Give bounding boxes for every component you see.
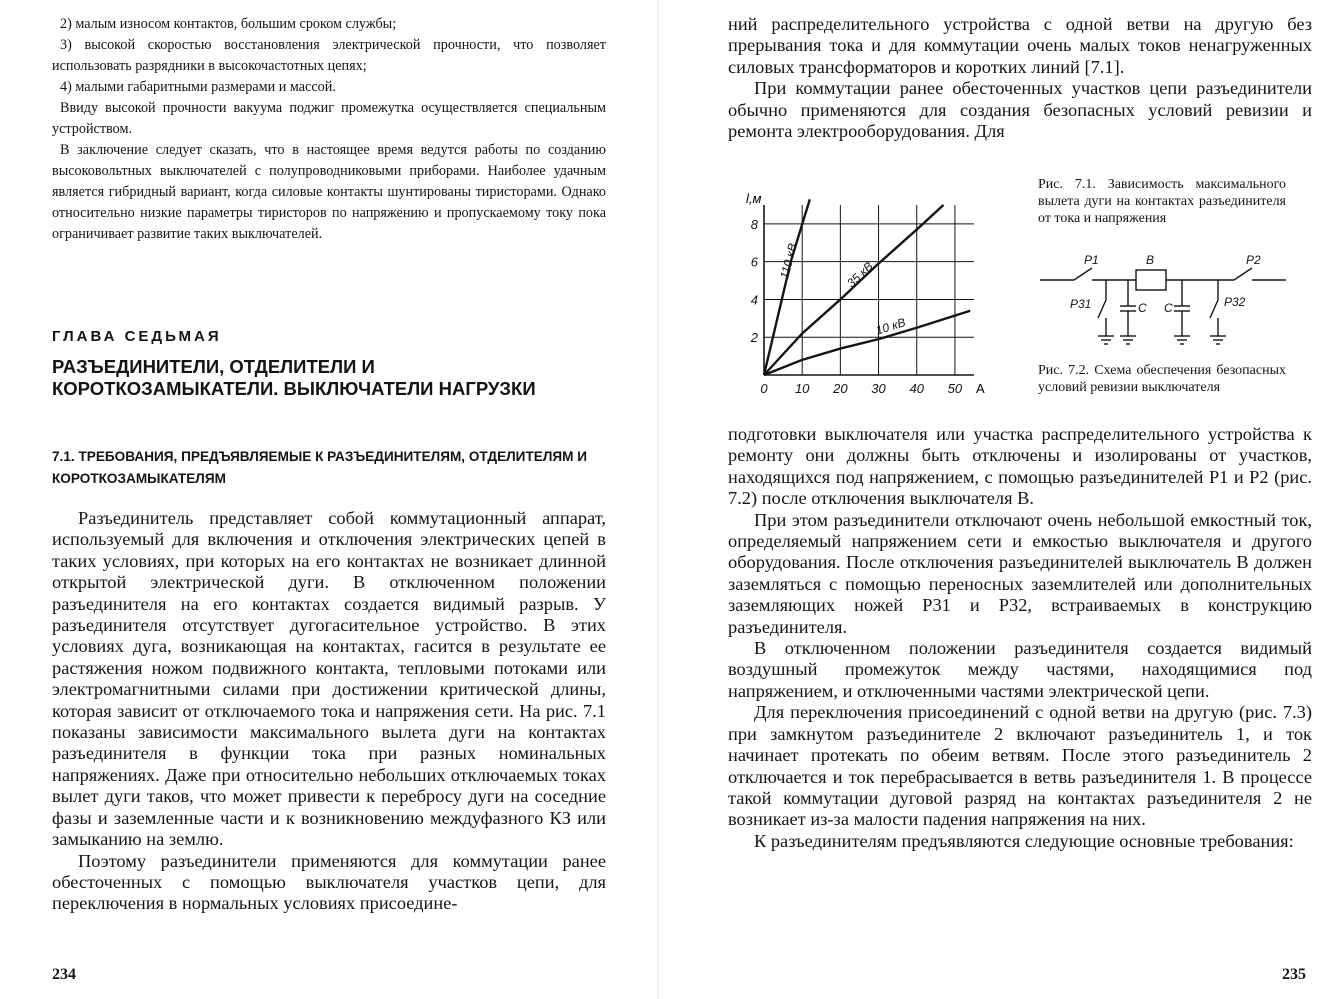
c1-label: C [1138, 301, 1147, 315]
y-axis-label: l,м [746, 191, 762, 206]
page-number: 235 [1282, 966, 1306, 983]
chart-series [764, 199, 970, 375]
paragraph: При коммутации ранее обесточенных участков цепи разъединители обычно применяются для создания безопасных условий ревизии и ремонта электрооборудования. Для [728, 78, 1312, 142]
p2-label: P2 [1246, 253, 1261, 267]
c2-label: C [1164, 301, 1173, 315]
list-item: 2) малым износом контактов, большим сроком службы; [60, 16, 397, 32]
p1-label: P1 [1084, 253, 1099, 267]
x-axis-label: A [976, 381, 985, 396]
page-number: 234 [52, 966, 76, 983]
safety-circuit-diagram [1036, 248, 1296, 358]
page-gutter [657, 0, 659, 999]
y-tick-label: 2 [750, 330, 758, 346]
paragraph: Разъединитель представляет собой коммутационный аппарат, используемый для включения и отключения электрических цепей в таких условиях, при которых на его контактах не возникает длинной открытой электрической дуги. В отключенном положении разъединителя на его контактах создается видимый разрыв. У разъединителя отсутствует дугогасительное устройство. В этих условиях дуга, возникающая на контактах, гасится в результате ее растяжения ножом подвижного контакта, тепловыми потоками или электромагнитными силами при достижении критической длины, которая зависит от отключаемого тока и напряжения сети. На рис. 7.1 показаны зависимости максимального вылета дуги на контактах разъединителя в функции тока при разных номинальных напряжениях. Даже при относительно небольших отключаемых токах вылет дуги таков, что может привести к перебросу дуги на соседние фазы и заземленные части и к возникновению междуфазного КЗ или замыканию на землю. [52, 508, 606, 850]
b-label: B [1146, 253, 1155, 267]
x-tick-label: 40 [909, 381, 924, 396]
chart-axes [764, 205, 974, 375]
right-top-text [728, 14, 1312, 142]
y-tick-label: 8 [750, 216, 758, 232]
x-tick-label: 30 [871, 381, 886, 396]
paragraph: В отключенном положении разъединителя создается видимый воздушный промежуток между частями, находящимися под напряжением, и отключенными частями электрической цепи. [728, 638, 1312, 701]
x-tick-label: 10 [794, 381, 810, 396]
series-label: 10 кВ [874, 315, 908, 338]
x-tick-label: 20 [833, 381, 848, 396]
p32-label: P32 [1224, 295, 1246, 309]
y-tick-label: 6 [750, 254, 758, 270]
paragraph: ний распределительного устройства с одной ветви на другую без прерывания тока и для коммутации очень малых токов ненагруженных силовых трансформаторов и коротких линий [7.1]. [728, 14, 1312, 77]
right-page [664, 0, 1328, 999]
left-body-text [52, 508, 606, 915]
paragraph: Поэтому разъединители применяются для коммутации ранее обесточенных с помощью выключателя участков цепи, для переключения в нормальных условиях присоедине- [52, 850, 606, 914]
chart-grid [764, 205, 974, 375]
figure-7-1-caption: Рис. 7.1. Зависимость максимального вылета дуги на контактах разъединителя от тока и напряжения [1038, 177, 1286, 226]
series-label: 35 кВ [844, 259, 876, 291]
paragraph: При этом разъединители отключают очень небольшой емкостный ток, определяемый напряжением сети и емкостью выключателя и другого оборудования. После отключения разъединителей выключатель B должен заземляться с помощью переносных заземлителей или дополнительных заземляющих ножей P31 и P32, встраиваемых в конструкцию разъединителя. [728, 509, 1312, 637]
paragraph: В заключение следует сказать, что в настоящее время ведутся работы по созданию высоковольтных выключателей с полупроводниковыми приборами. Наиболее удачным является гибридный вариант, когда силовые контакты шунтированы тиристорами. Однако относительно низкие параметры тиристоров по напряжению и пропускаемому току пока ограничивает развитие таких выключателей. [52, 142, 606, 242]
left-top-text [52, 14, 606, 245]
right-body-text [728, 424, 1312, 852]
x-tick-label: 50 [947, 381, 963, 396]
section-title: 7.1. ТРЕБОВАНИЯ, ПРЕДЪЯВЛЯЕМЫЕ К РАЗЪЕДИНИТЕЛЯМ, ОТДЕЛИТЕЛЯМ И КОРОТКОЗАМЫКАТЕЛЯМ [52, 449, 588, 486]
chapter-label: ГЛАВА СЕДЬМАЯ [52, 328, 222, 345]
paragraph: Ввиду высокой прочности вакуума поджиг промежутка осуществляется специальным устройством. [52, 100, 606, 137]
x-tick-label: 0 [760, 381, 768, 396]
paragraph: К разъединителям предъявляются следующие основные требования: [754, 830, 1294, 851]
figure-7-2-caption: Рис. 7.2. Схема обеспечения безопасных условий ревизии выключателя [1038, 363, 1286, 395]
list-item: 3) высокой скоростью восстановления электрической прочности, что позволяет использовать разрядники в высокочастотных цепях; [52, 37, 606, 74]
chapter-title: РАЗЪЕДИНИТЕЛИ, ОТДЕЛИТЕЛИ И КОРОТКОЗАМЫКАТЕЛИ. ВЫКЛЮЧАТЕЛИ НАГРУЗКИ [52, 356, 536, 399]
p31-label: P31 [1070, 297, 1092, 311]
list-item: 4) малыми габаритными размерами и массой. [60, 79, 336, 95]
paragraph: подготовки выключателя или участка распределительного устройства к ремонту они должны быть отключены и изолированы от участков, находящихся под напряжением, с помощью разъединителей P1 и P2 (рис. 7.2) после отключения выключателя B. [728, 424, 1312, 509]
series-label: 110 кВ [777, 241, 800, 281]
arc-length-chart [744, 190, 1004, 405]
y-tick-label: 4 [750, 292, 758, 308]
paragraph: Для переключения присоединений с одной ветви на другую (рис. 7.3) при замкнутом разъединителе 2 включают разъединитель 1, и ток начинает протекать по обеим ветвям. После этого разъединитель 2 отключается и ток перебрасывается в ветвь разъединителя 1. В процессе такой коммутации дуговой разряд на контактах разъединителя 2 не возникает из-за малости падения напряжения на них. [728, 702, 1312, 830]
